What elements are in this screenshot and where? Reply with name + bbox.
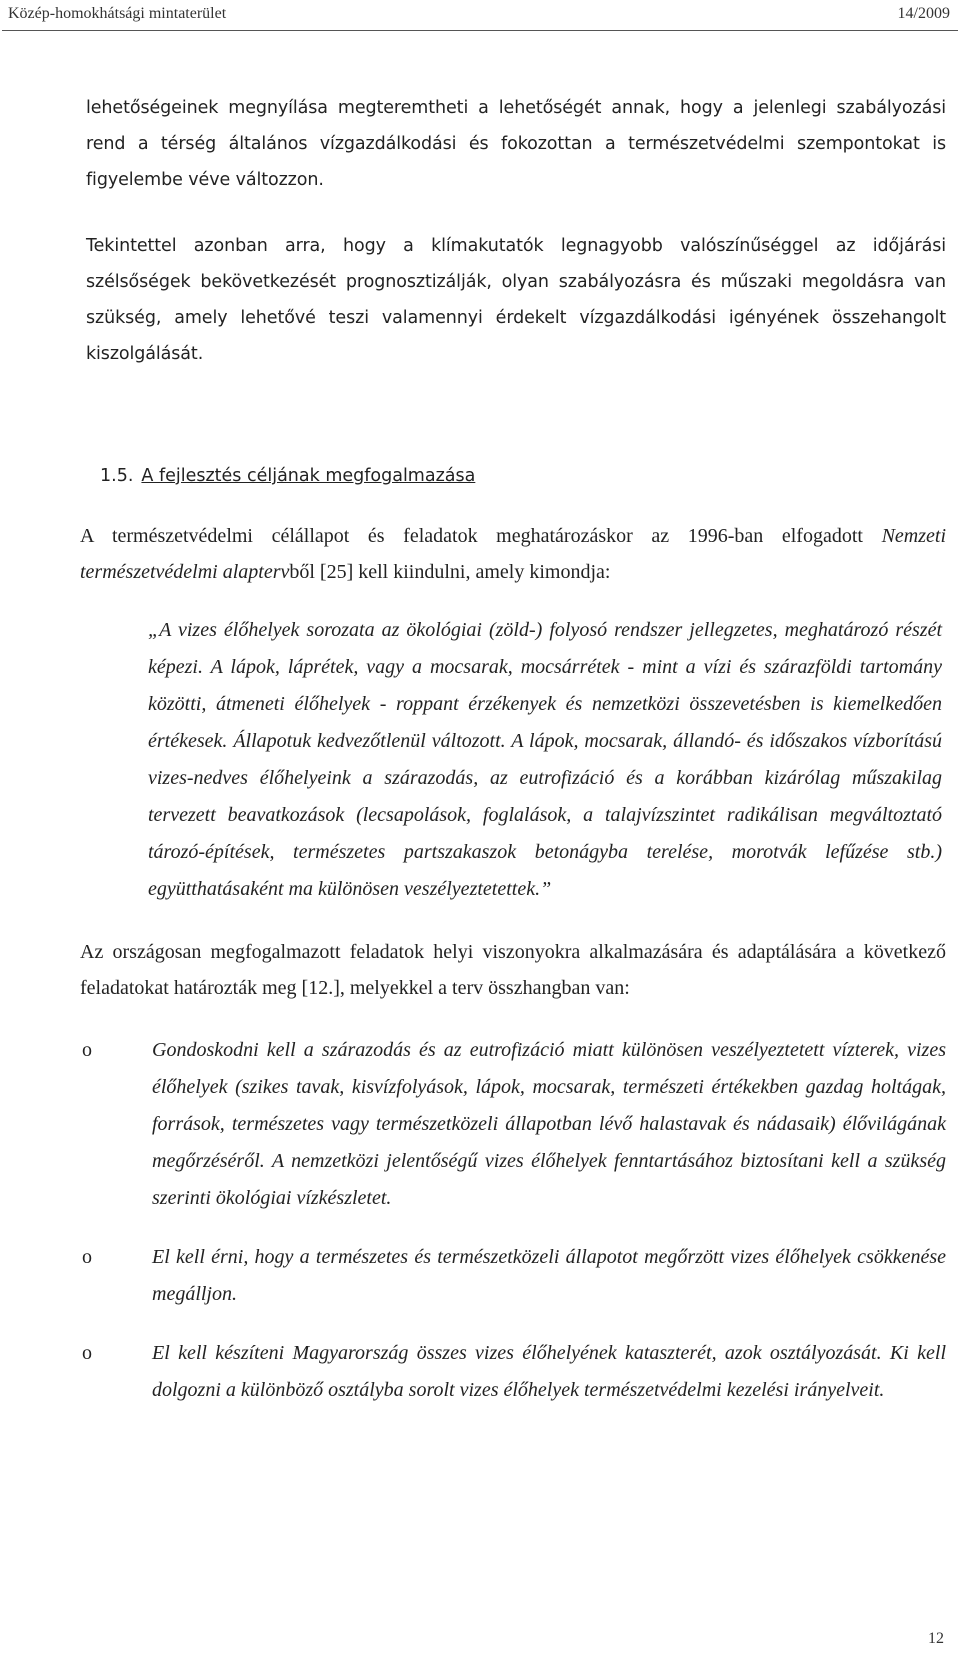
header-divider	[2, 30, 958, 31]
block-quote: „A vizes élőhelyek sorozata az ökológiai (zöld-) folyosó rendszer jellegzetes, meghatározó részét képezi. A lápok, láprétek, vagy a mocsarak, mocsárrétek - mint a vízi és szárazföldi tartomány közötti, átmeneti élőhelyek - roppant érzékenyek és nemzetközi összevetésben is kiemelkedően értékesek. Állapotuk kedvezőtlenül változott. A lápok, mocsarak, állandó- és időszakos vízborítású vizes-nedves élőhelyeink a szárazodás, az eutrofizáció és a korábban kizárólag műszakilag tervezett beavatkozások (lecsapolások, foglalások, a talajvízszintet radikálisan megváltoztató tározó-építések, természetes partszakaszok betonágyba terelése, morotvák lefűzése stb.) együtthatásaként ma különösen veszélyeztetettek.”	[148, 619, 942, 900]
p3-text-before: A természetvédelmi célállapot és feladatok meghatározáskor az 1996-ban elfogadott	[80, 525, 882, 547]
section-number: 1.5.	[100, 466, 134, 486]
section-heading	[100, 458, 946, 494]
bullet-marker: o	[82, 1039, 92, 1061]
section-title: A fejlesztés céljának megfogalmazása	[141, 466, 476, 486]
list-item	[82, 1032, 946, 1217]
page-body	[80, 90, 946, 1431]
running-header	[8, 2, 950, 26]
header-document-title: Közép-homokhátsági mintaterület	[8, 5, 227, 22]
p3-text-after: ből [25] kell kiindulni, amely kimondja:	[289, 561, 611, 583]
paragraph-national-plan	[80, 518, 946, 590]
bullet-marker: o	[82, 1342, 92, 1364]
list-item	[82, 1335, 946, 1409]
list-item-text: Gondoskodni kell a szárazodás és az eutrofizáció miatt különösen veszélyeztetett vízterek, vizes élőhelyek (szikes tavak, kisvízfolyások, lápok, mocsarak, természeti értékekben gazdag holtágak, források, természetes vagy természetközeli állapotban lévő halastavak és nádasaik) élővilágának megőrzéséről. A nemzetközi jelentőségű vizes élőhelyek fenntartásához biztosítani kell a szükség szerinti ökológiai vízkészletet.	[152, 1039, 946, 1209]
header-document-number: 14/2009	[897, 5, 950, 22]
task-list	[82, 1032, 946, 1409]
paragraph-climate: Tekintettel azonban arra, hogy a klímakutatók legnagyobb valószínűséggel az időjárási szélsőségek bekövetkezését prognosztizálják, olyan szabályozásra és műszaki megoldásra van szükség, amely lehetővé teszi valamennyi érdekelt vízgazdálkodási igényének összehangolt kiszolgálását.	[86, 236, 946, 364]
p3-plan-name: Nemzeti természetvédelmi alapterv	[80, 525, 946, 583]
list-item-text: El kell érni, hogy a természetes és természetközeli állapotot megőrzött vizes élőhelyek csökkenése megálljon.	[152, 1246, 946, 1305]
paragraph-continuation: lehetőségeinek megnyílása megteremtheti a lehetőségét annak, hogy a jelenlegi szabályozási rend a térség általános vízgazdálkodási és fokozottan a természetvédelmi szempontokat is figyelembe véve változzon.	[86, 98, 946, 190]
list-item	[82, 1239, 946, 1313]
bullet-marker: o	[82, 1246, 92, 1268]
page-number: 12	[928, 1630, 944, 1647]
list-item-text: El kell készíteni Magyarország összes vizes élőhelyének kataszterét, azok osztályozását. Ki kell dolgozni a különböző osztályba sorolt vizes élőhelyek természetvédelmi kezelési irányelveit.	[152, 1342, 946, 1401]
paragraph-tasks-intro: Az országosan megfogalmazott feladatok helyi viszonyokra alkalmazására és adaptálására a következő feladatokat határozták meg [12.], melyekkel a terv összhangban van:	[80, 941, 946, 999]
